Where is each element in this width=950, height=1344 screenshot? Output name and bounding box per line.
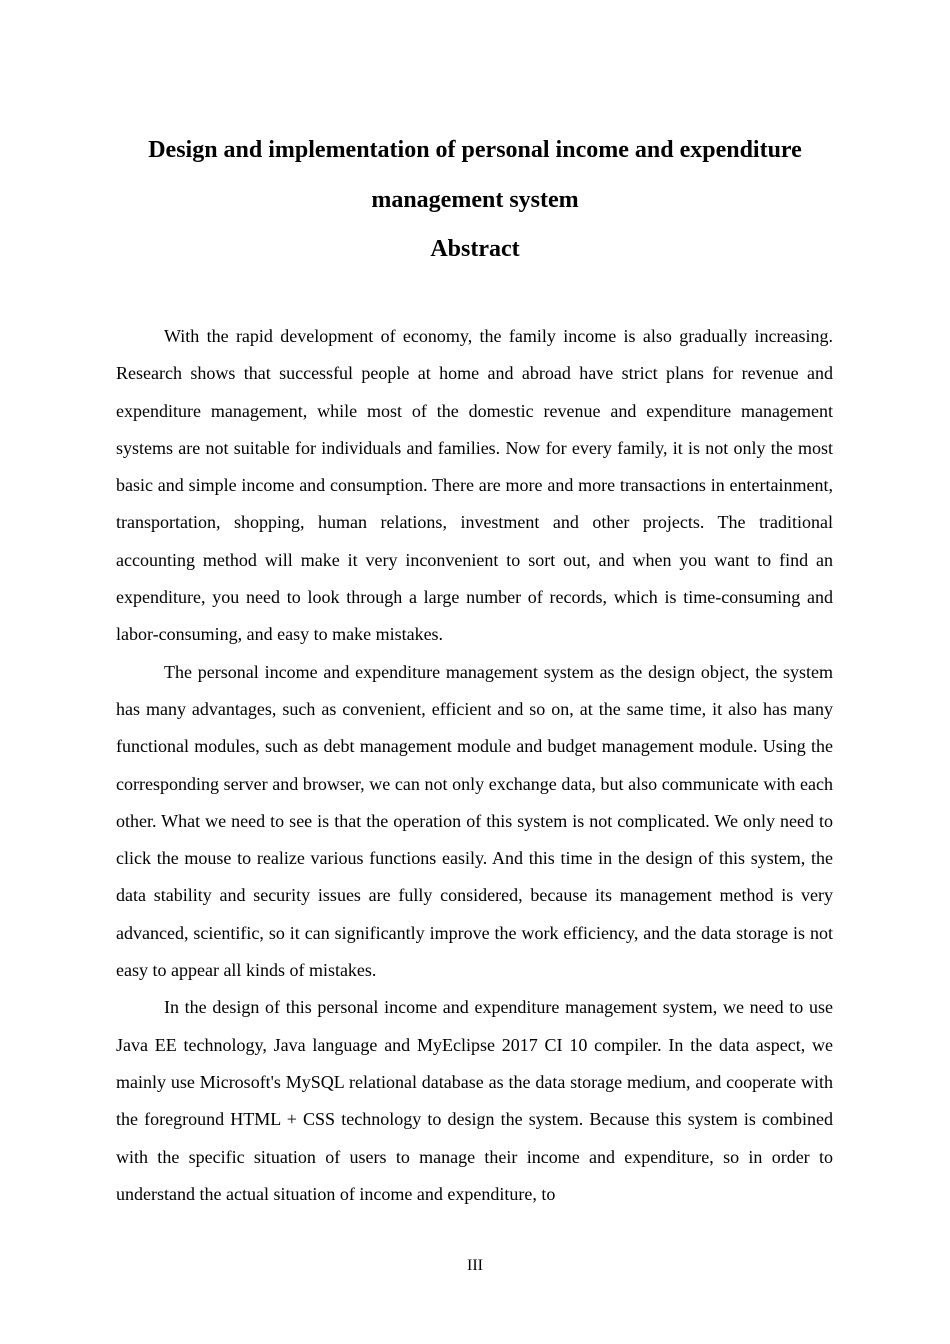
abstract-heading: Abstract xyxy=(430,236,520,262)
page-number: III xyxy=(467,1257,483,1274)
abstract-paragraph-1: With the rapid development of economy, the family income is also gradually increasing. Research shows that successful people at home and abroad have strict plans for revenue and expenditure management, while most of the domestic revenue and expenditure management systems are not suitable for individuals and families. Now for every family, it is not only the most basic and simple income and consumption. There are more and more transactions in entertainment, transportation, shopping, human relations, investment and other projects. The traditional accounting method will make it very inconvenient to sort out, and when you want to find an expenditure, you need to look through a large number of records, which is time-consuming and labor-consuming, and easy to make mistakes. xyxy=(116,326,833,645)
title-line-2: management system xyxy=(371,187,579,213)
abstract-paragraph-2: The personal income and expenditure management system as the design object, the system has many advantages, such as convenient, efficient and so on, at the same time, it also has many functional modules, such as debt management module and budget management module. Using the corresponding server and browser, we can not only exchange data, but also communicate with each other. What we need to see is that the operation of this system is not complicated. We only need to click the mouse to realize various functions easily. And this time in the design of this system, the data stability and security issues are fully considered, because its management method is very advanced, scientific, so it can significantly improve the work efficiency, and the data storage is not easy to appear all kinds of mistakes. xyxy=(116,661,833,981)
abstract-body xyxy=(116,318,833,1213)
title-line-1: Design and implementation of personal income and expenditure xyxy=(148,137,802,163)
abstract-paragraph-3: In the design of this personal income and expenditure management system, we need to use Java EE technology, Java language and MyEclipse 2017 CI 10 compiler. In the data aspect, we mainly use Microsoft's MySQL relational database as the data storage medium, and cooperate with the foreground HTML + CSS technology to design the system. Because this system is combined with the specific situation of users to manage their income and expenditure, so in order to understand the actual situation of income and expenditure, to xyxy=(116,997,833,1204)
document-title xyxy=(100,125,850,225)
